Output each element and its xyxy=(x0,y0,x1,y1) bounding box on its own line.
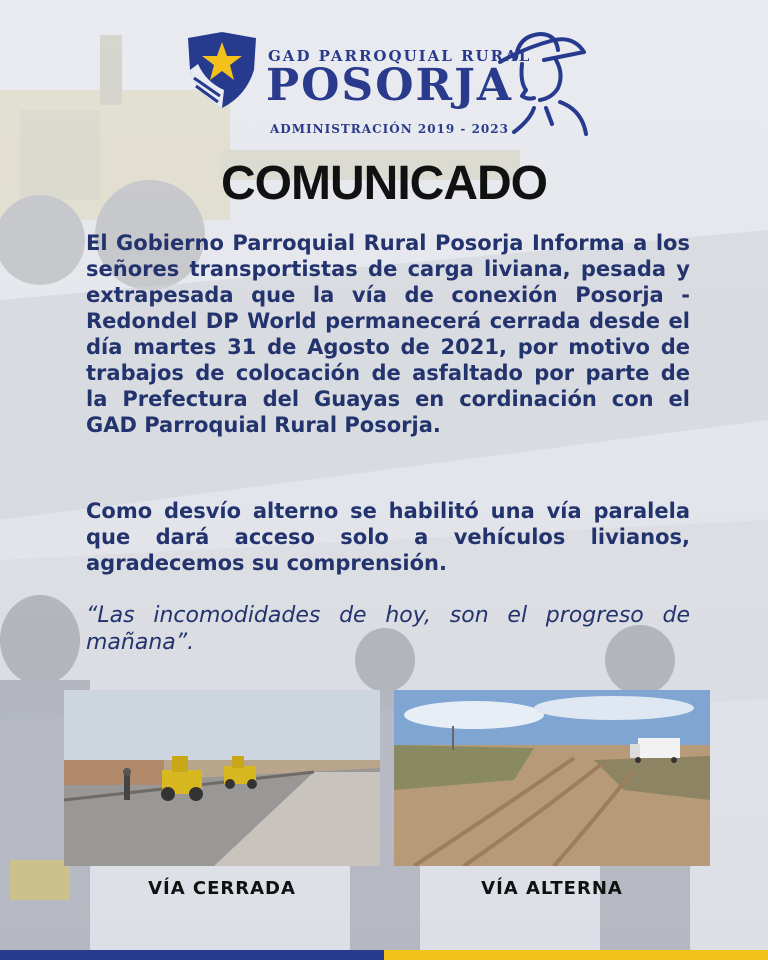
hat-figure-icon xyxy=(494,28,594,136)
org-subtitle: GAD PARROQUIAL RURAL xyxy=(268,47,532,65)
detour-paragraph: Como desvío alterno se habilitó una vía paralela que dará acceso solo a vehículos livianos, agradecemos su comprensión. xyxy=(86,499,690,575)
alternate-road-caption: VÍA ALTERNA xyxy=(481,878,623,899)
announcement-paragraph: El Gobierno Parroquial Rural Posorja Informa a los señores transportistas de carga liviana, pesada y extrapesada que la vía de conexión Posorja - Redondel DP World permanecerá cerrada desde el día martes 31 de Agosto de 2021, por motivo de trabajos de colocación de asfaltado por parte de la Prefectura del Guayas en cordinación con el GAD Parroquial Rural Posorja. xyxy=(86,231,690,437)
footer-bar-yellow xyxy=(384,950,768,960)
closed-road-photo xyxy=(64,690,380,866)
administration-period: ADMINISTRACIÓN 2019 - 2023 xyxy=(270,122,509,136)
page-title: COMUNICADO xyxy=(221,157,547,210)
footer-bar-blue xyxy=(0,950,384,960)
org-name: POSORJA xyxy=(266,60,514,111)
header xyxy=(0,0,768,150)
quote-text: “Las incomodidades de hoy, son el progreso de mañana”. xyxy=(86,603,690,655)
shield-star-icon xyxy=(184,30,260,110)
alternate-road-photo xyxy=(394,690,710,866)
closed-road-caption: VÍA CERRADA xyxy=(148,878,296,899)
